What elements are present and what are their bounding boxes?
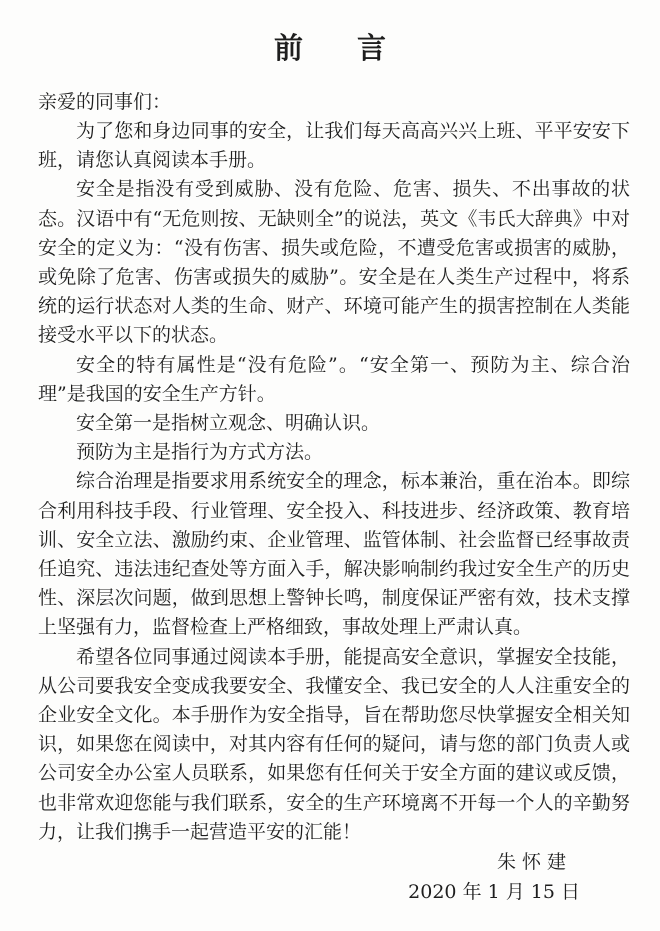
paragraph: 安全第一是指树立观念、明确认识。 xyxy=(76,412,381,435)
paragraph: 希望各位同事通过阅读本手册，能提高安全意识，掌握安全技能，从公司要我安全变成我要安全、我懂安全、我已安全的人人注重安全的企业安全文化。本手册作为安全指导，旨在帮助您尽快掌握安全相关知识，如果您在阅读中，对其内容有任何的疑问，请与您的部门负责人或公司安全办公室人员联系，如果您有任何关于安全方面的建议或反馈，也非常欢迎您能与我们联系，安全的生产环境离不开每一个人的辛勤努力，让我们携手一起营造平安的汇能！ xyxy=(38,645,630,843)
salutation: 亲爱的同事们： xyxy=(38,91,172,113)
signature: 朱怀建 xyxy=(496,851,572,873)
paragraph: 综合治理是指要求用系统安全的理念，标本兼治，重在治本。即综合利用科技手段、行业管理、安全投入、科技进步、经济政策、教育培训、安全立法、激励约束、企业管理、监管体制、社会监督已经事故责任追究、违法违纪查处等方面入手，解决影响制约我过安全生产的历史性、深层次问题，做到思想上警钟长鸣，制度保证严密有效，技术支撑上坚强有力，监督检查上严格细致，事故处理上严肃认真。 xyxy=(38,470,630,639)
paragraph: 安全的特有属性是“没有危险”。“安全第一、预防为主、综合治理”是我国的安全生产方针。 xyxy=(38,353,630,405)
paragraph: 预防为主是指行为方式方法。 xyxy=(76,441,324,464)
date: 2020 年 1 月 15 日 xyxy=(408,881,580,903)
page-title: 前 言 xyxy=(273,31,409,65)
paragraph: 为了您和身边同事的安全，让我们每天高高兴兴上班、平平安安下班，请您认真阅读本手册。 xyxy=(38,120,630,172)
paragraph: 安全是指没有受到威胁、没有危险、危害、损失、不出事故的状态。汉语中有“无危则按、无缺则全”的说法，英文《韦氏大辞典》中对安全的定义为：“没有伤害、损失或危险，不遭受危害或损害的威胁，或免除了危害、伤害或损失的威胁”。安全是在人类生产过程中，将系统的运行状态对人类的生命、财产、环境可能产生的损害控制在人类能接受水平以下的状态。 xyxy=(38,178,630,347)
document-body xyxy=(38,117,630,847)
